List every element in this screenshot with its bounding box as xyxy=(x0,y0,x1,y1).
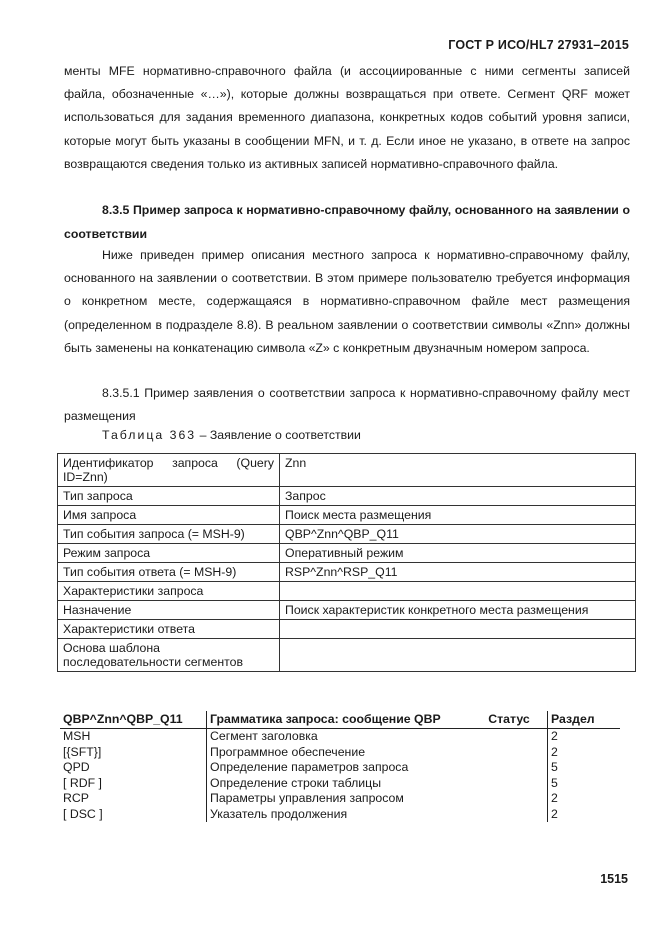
grammar-row xyxy=(60,745,620,761)
grammar-row xyxy=(60,729,620,745)
property-value xyxy=(280,620,636,639)
property-value: Оперативный режим xyxy=(280,544,636,563)
property-label: Тип события запроса (= MSH-9) xyxy=(58,525,280,544)
caption-dash: – xyxy=(196,428,210,442)
table-title: Заявление о соответствии xyxy=(209,428,361,442)
segment-section: 2 xyxy=(548,791,621,807)
table-row xyxy=(58,544,636,563)
segment-section: 5 xyxy=(548,760,621,776)
property-value xyxy=(280,582,636,601)
segment-code: [ RDF ] xyxy=(63,775,102,790)
property-value: QBP^Znn^QBP_Q11 xyxy=(280,525,636,544)
paragraph-example-intro: Ниже приведен пример описания местного запроса к нормативно-справочному файлу, основанного на заявлении о соответствии. В этом примере пользователю требуется информация о конкретном месте, содержащаяся в нормативно-справочном файле мест размещения (определенном в подразделе 8.8). В реальном заявлении о соответствии символы «Znn» должны быть заменены на конкатенацию символа «Z» с конкретным двузначным номером запроса. xyxy=(64,248,630,355)
table-row xyxy=(58,487,636,506)
segment-description: Определение строки таблицы xyxy=(207,776,472,792)
grammar-row xyxy=(60,807,620,823)
property-label: Основа шаблона последовательности сегментов xyxy=(58,639,280,672)
segment-section: 2 xyxy=(548,807,621,823)
table-row xyxy=(58,454,636,487)
grammar-header-row xyxy=(60,711,620,729)
conformance-statement-table xyxy=(57,453,636,672)
table-row xyxy=(58,582,636,601)
table-row xyxy=(58,639,636,672)
segment-description: Программное обеспечение xyxy=(207,745,472,761)
segment-description: Определение параметров запроса xyxy=(207,760,472,776)
property-label: Имя запроса xyxy=(58,506,280,525)
property-value: Запрос xyxy=(280,487,636,506)
header-message: QBP^Znn^QBP_Q11 xyxy=(60,711,207,729)
segment-section: 2 xyxy=(548,729,621,745)
property-value: Поиск места размещения xyxy=(280,506,636,525)
table-row xyxy=(58,601,636,620)
property-value: Znn xyxy=(280,454,636,487)
segment-section: 2 xyxy=(548,745,621,761)
query-grammar-table xyxy=(60,711,620,822)
property-label: Режим запроса xyxy=(58,544,280,563)
paragraph-mfe-segments: менты MFE нормативно-справочного файла (и ассоциированные с ними сегменты записей файла, обозначенные «…»), которые должны возвращаться при ответе. Сегмент QRF может использоваться для задания временного диапазона, конкретных кодов событий уровня записи, которые могут быть указаны в сообщении MFN, и т. д. Если иное не указано, в ответе на запрос возвращаются сведения только из активных записей нормативно-справочного файла. xyxy=(64,64,630,171)
table-row xyxy=(58,563,636,582)
segment-code: RCP xyxy=(63,791,89,805)
table-row xyxy=(58,506,636,525)
segment-section: 5 xyxy=(548,776,621,792)
table-caption xyxy=(102,428,361,442)
grammar-row xyxy=(60,791,620,807)
property-label: Характеристики запроса xyxy=(58,582,280,601)
segment-code: [{SFT}] xyxy=(63,744,102,759)
document-code: ГОСТ Р ИСО/HL7 27931–2015 xyxy=(448,38,629,52)
segment-code: QPD xyxy=(63,760,90,774)
segment-description: Сегмент заголовка xyxy=(207,729,472,745)
segment-description: Параметры управления запросом xyxy=(207,791,472,807)
segment-status xyxy=(471,776,548,792)
segment-status xyxy=(471,807,548,823)
segment-status xyxy=(471,729,548,745)
property-label: Тип события ответа (= MSH-9) xyxy=(58,563,280,582)
property-label: Назначение xyxy=(58,601,280,620)
table-number: Таблица 363 xyxy=(102,428,197,442)
section-heading-8-3-5: 8.3.5 Пример запроса к нормативно-справочному файлу, основанного на заявлении о соответствии xyxy=(64,203,630,241)
grammar-row xyxy=(60,760,620,776)
property-label: Тип запроса xyxy=(58,487,280,506)
grammar-row xyxy=(60,776,620,792)
segment-code: [ DSC ] xyxy=(63,806,103,821)
property-value xyxy=(280,639,636,672)
table-row xyxy=(58,620,636,639)
property-value: Поиск характеристик конкретного места размещения xyxy=(280,601,636,620)
segment-status xyxy=(471,791,548,807)
header-grammar: Грамматика запроса: сообщение QBP xyxy=(207,711,472,729)
property-label: Идентификатор запроса (Query ID=Znn) xyxy=(58,454,280,487)
table-row xyxy=(58,525,636,544)
segment-status xyxy=(471,745,548,761)
property-value: RSP^Znn^RSP_Q11 xyxy=(280,563,636,582)
property-label: Характеристики ответа xyxy=(58,620,280,639)
segment-status xyxy=(471,760,548,776)
header-section: Раздел xyxy=(548,711,621,729)
segment-code: MSH xyxy=(63,729,91,743)
page-number: 1515 xyxy=(600,872,628,886)
segment-description: Указатель продолжения xyxy=(207,807,472,823)
paragraph-8-3-5-1: 8.3.5.1 Пример заявления о соответствии запроса к нормативно-справочному файлу мест размещения xyxy=(64,386,630,424)
header-status: Статус xyxy=(471,711,548,729)
